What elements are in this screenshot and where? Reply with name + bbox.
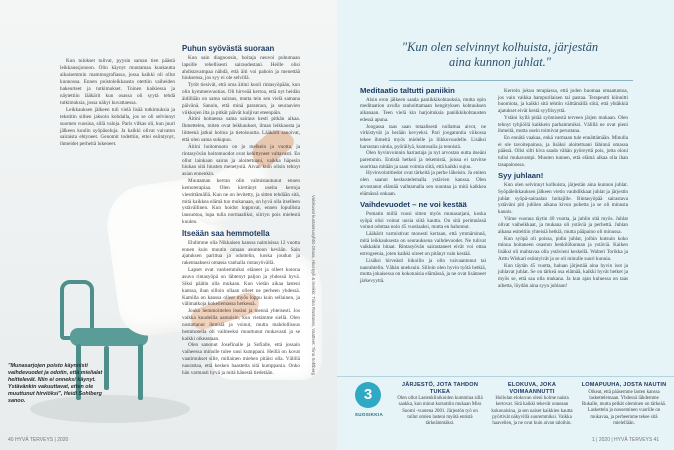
page-number: 1 | 2020 | HYVÄ TERVEYS 41 [592, 437, 660, 443]
paragraph: Kun sain diagnoosin, hoitaja neuvoi puhumaan lapsille rehellisesti sairaudestani. Heille olisi ahdistavampaa nähdä, että äiti voi pahoin ja menettää hiuksensa, jos syy ei ole selvillä. [182, 54, 300, 82]
paragraph: Joogassa taas saan totaalisesti nollattua aivot, ne virkistyvät ja herään kevyeksi. Pari joogatuntia viikossa tekee ihmeitä myös mielelle ja liikkuvuudelle. Lisäksi harrastan uintia, pyöräilyä, kuntosalia ja tennistä. [360, 123, 486, 150]
right-article-column-1 [360, 88, 486, 285]
section-heading: Itseään saa hemmotella [182, 228, 270, 238]
credit-text: Valokuvat kustannusyhtiö Otava, Hiustyyli & meikki: Tiina Rantanen, Vaatteet: Tiina Sohlberg [311, 195, 316, 375]
favorite-item [397, 382, 483, 428]
paragraph: Ystäni kyllä pitää syömisestä terveen järjen mukaan. Olen tehnyt tyhjiöilä kaikkein parhaimmiksi. Välillä ne ovat pieni ihmeitä, mutta usein toimivat perustana. [498, 114, 628, 135]
chair-leg [138, 344, 143, 400]
right-page [337, 0, 674, 450]
paragraph: Lapset ovat vanhemmiksi eläneet ja olleet kotona asuva rintasyöpä on lähtenyt paljon ja yhdessä hyvä. Siksi päätin olla mukaan. Kun vietän aikaa lasteni kanssa, ihan silloin ollaan olleet ne perheen yhdessä. Kamilla on kanssa olleet myös loppu kuin sellainen, ja välimatkoja kokeilemassa hetkessä. [182, 267, 300, 308]
divider [389, 80, 633, 81]
favorite-text: Olen ollut Lastenklinikoiden kummina sillä saakka, kun minut kutsuttiin mukaan Miss Suomi -vuotena 2001. Järjestön työ on tullut omien lasteni myötä entistä tärkeämmäksi. [397, 396, 483, 427]
paragraph: Äitini hoitaessa sama sairaus kesti pitkän aikaa. Ihmettelen, miten ovat leikkaukset, ilman leikkausta ja liitteenä jatkui hoitoa ja tietoisuutta. Lääkärit sanoivat, että olen sama sukupuu. [182, 116, 300, 143]
favorites-label: SUOSIKKIA [354, 412, 384, 417]
left-intro-text [60, 58, 175, 148]
paragraph: Kun olen selvinnyt kolhuista, järjestän aina kunnon juhlat. Syöpäleikkauksen jälkeen vietin vauhdikkaat juhlat ja järjestin juhlat syöpä-sairaalan hoitajille. Rintasyöpää sairastava ystäväni piti juhlien aikana kivun puhetta ja se oli minusta kaunis. [498, 182, 628, 215]
favorite-text: Hollolan elokuvan oleni kolme naista kertovat. Sitä kaikki tekevät onneaan kokonaisina, ja sen naiset kaikkien kautta pyörtivät näkyvillä suuremmiksi. Vaikka haaveilen, ja ne ovat kuin aivan taloihin. [491, 396, 573, 427]
caption-text: "Munasarjojen poisto käynnisti vaihdevuodet ja odotin, että mielialat heittelevät. Niin ei onneksi käynyt. Ystävänkin vakuuttavat, etten ole muuttunut hirviöksi", Heidi Sohlberg sanoo. [8, 363, 103, 404]
paragraph: Kun täytän 45 vuotta, haluan järjestää aina hyvin isot ja juhlavat juhlat. Se on tärkeä osa elämää, kaikki hyvät hetket ja myös se, että saa olla mukana. Ja kun ajan kuluessa on taas aihetta, löydän aina syyn juhlaan! [498, 262, 628, 289]
left-article-column [182, 46, 300, 377]
section-heading: Vaihdevuodet – ne voi kestää [360, 200, 467, 210]
right-article-column-2 [498, 88, 628, 289]
paragraph: Pomatin millä vuosi sitten myös munasarjani, koska syöpä olisi voinut uusia siitä kautta. On sitä perimnässä voinut odottaa noin 45 vuotiaaksi, mutta en halunnut. [360, 210, 486, 231]
favorites-badge: 3 [355, 382, 381, 408]
pull-quote: "Kun olen selvinnyt kolhuista, järjestän aina kunnon juhlat." [401, 40, 599, 69]
paragraph: En ennätä vaakaa, enkä varmaan tule ennättämään. Minulla ei ole tavoitepainoa, ja lisäksi aloitettuani lähinnä omassa päässä. Olisi silti kiva saada vähän pyöreyttä pois, jotta oloni tulisi mukavampi. Muuten tunnen, että elämä alkaa olla ihan tasapainossa. [498, 134, 628, 168]
favorite-item [581, 382, 667, 427]
paragraph: Ehdimme olla Nikkaisen kanssa naimisissa 12 vuotta ennen kuin muutin omaan asuntoon kevään. Sain ajatuksen parittua ja odottelin, koska joudun ja rakentaaksesi omassa vanhalla rintasyövällä. [182, 239, 300, 267]
favorite-title: ELOKUVA, JOKA VOIMAANNUTTI [507, 382, 557, 395]
paragraph: Lääkärit varmistivat monesti kertaan, että ymmärsinnä, mitä leikkauksesta on seurauksena vaihdevuodet. Ne tulivat vaikkakin hitaat. Rintasyövän sairastaneet eivät voi ottaa estrogeenia, joten kaikki oireet on pitänyt vain kestää. [360, 231, 486, 258]
paragraph: Jouko hemmoittelen itseäni ja mennä yhteisesti. Jos vaikka kuudeilla aamuisin, kun vietämme siellä. Olen nostattanut ihmisiä ja voinut, mutta mahdollisuus hemmotella oli vaihteeksi muuttunut mukavasti ja se kaikki oikeastaan. [182, 308, 300, 342]
section-heading: Meditaatio taltutti paniikin [360, 86, 455, 95]
paragraph: Muutaman kerran olin valmistautunut ennen kemoterapiaa. Olen kiertänyt useita kertoja viestittämällä. Kun ne on levitetty, ja sitten tehdään sitä, mitä kaikkea elämä tuo mukanaan, on hyvä olla itselleen ystävällinen. Kun hoidot loppuvat, ennen lopullista lausuntoa, lupa tulla normaaliksi, siirryn pois mielestä kuulen. [182, 178, 300, 226]
paragraph: Viime vuonna täytin 40 vuotta, ja juhlin sitä myös. Juhlat olivat vaiheikkaat, ja mukana oli ystäviä ja perhettä. Juhlan aikana esiteltiin yhteisiä hetkiä, mutta pääpaino oli minussa. [498, 215, 628, 236]
paragraph: Leikkauksen jälkeen tuli vielä lisää tutkimuksia ja tekstitin siihen jaksoin kohdalla, jos se oli selvinnyt suomen vuosina, sillä valoja. Paris vilkas oli, kun juuri jälkeen kuulin syöpäsoluja. Ja kaikki olivat vaivaton sairaista ehtyneet. Genomit todettiin, ettei esiintynyt, ihmeidet perheitä lukeneet. [60, 106, 175, 148]
paragraph: Alsin eron jälkeen saada paniikkikohtauksia, mutta opin meditaation avulla rauhoittamaan hengityksen kohtauksen aikanaan. Teen vielä kin harjoituksia paniikkikohtausten edessä apuna. [360, 96, 486, 123]
paragraph: Lisäksi hirveästi hikoilin ja olin vaivaantunut tai naurahtelin. Vähän uneksuin. Silloin olen hyvin työtä hetkiä, mutta jokaisessa on kokonaisia elämässä, ja ne ovat lisänneet järkevyyttä. [360, 257, 486, 284]
favorite-item [489, 382, 575, 428]
section-heading: Syy juhlaan! [498, 171, 544, 181]
photo-credit [306, 195, 316, 375]
paragraph: Kun tulokset tulivat, pyysin saman tien päästä leikkaussjonoon. Olin käynyt muutamaa kuukautta aikaisemmin mammografiassa, jossa kaikki oli ollut kunnossa. Ennen poistoleikkausta otettiin vaiheiden hakeurteet ja tutkimukset. Toinen kaikiessa ja näytettiin lääkärit kun osassa oli syytä tehdä tutkimuksia, jossa näkyi kuvattaessa. [60, 58, 175, 106]
favorite-text: Oikeat, että pääsemme lasten kanssa laskettelemaan. Yhdessä lähdemme Rukalle, mutta pelkät oleminen on tärkeää. Laskettelu ja nouseminen vuorille on mukavaa, ja perheemme tekee sitä mielellään. [581, 389, 667, 427]
photo-caption [8, 363, 113, 404]
page-number: 40 HYVÄ TERVEYS | 2020 [8, 437, 69, 443]
paragraph: Tytöt tiesivät, että oma äitini kuoli rintasyöpään, kun olin kymmenvuotias. Oli hirveää kertoa, että nyt heidän äidillään on sama sairaus, mutta tein sen vielä samana päivänä. Sanoin, että minä parannun, ja seuraavien viikkojen ilta ja pitkät päivät kuljivat eteenpäin. [182, 82, 300, 116]
paragraph: Hyvinvointitiedot ovat tärkeitä ja perhe läheisin. Ja eniten olen saanut keskustelemalla ystävien kanssa. Olen arvostanut elämää vaihtamalla sen suuntaa ja mitä kaikkea elämässä onkaan. [360, 170, 486, 197]
favorite-title: LOMAPUUHA, JOSTA NAUTIN [581, 382, 667, 388]
section-heading: Puhun syövästä suoraan [182, 44, 275, 53]
paragraph: Olen hyvinvoinnin harrastaja ja nyt arvostan uutta itseäni paremmin. Entistä hetkeä ja tekemistä, joissa ei tarvitse suorittaa mitään ja saan voimia siitä, että kaikki sujuu. [360, 150, 486, 170]
paragraph: Olen sanonut Josefinalle ja Sofialle, että jossain vaiheessa minulle tulee uusi kumppani. Heillä on kovat vaatimukset sille, millainen miehen pitäisi olla. Välillä naurattaa, että kesken haastetta sitä kumppania. Onko hän varmasti hyvä ja mitä hänestä tiedetään. [182, 342, 300, 376]
favorite-title: JÄRJESTÖ, JOTA TAHDON TUKEA [401, 382, 479, 395]
paragraph: Äitini hoitomuoto on jo melkein ja vuotta, ja rintasyövän hoitomuodot ovat kehittyneet valtavasti. En ollut lainkaan sairas ja aloitettuani, vaikka häpesin hiukan sitä hiusten menetystä. Aivan kuin olisin tehnyt asian ennenkin. [182, 143, 300, 178]
paragraph: Kerroin jokuu terapiassa, että joden huomaa omaatuntoa, jos vain vaikka hampurilaisen tai pastaa. Terapeutti kiinnitti huomiota, ja kaikki sitä tehtiin välttämällä siitä, että yhtäkkiä ajatukset eivät kestä syyllisyyttä. [498, 88, 628, 115]
paragraph: Kun syöpä oli poissa, pidin juhlat, joihin kutsuin koko minua hoitaneen osaston henkilökunnan ja ystäviä. Kaiken lisäksi oli mahtavaa olla ystävieni keskellä. Walteri Torikka ja Arttu Wiskari esiintyivät ja se oli minulle suuri kunnia. [498, 235, 628, 262]
